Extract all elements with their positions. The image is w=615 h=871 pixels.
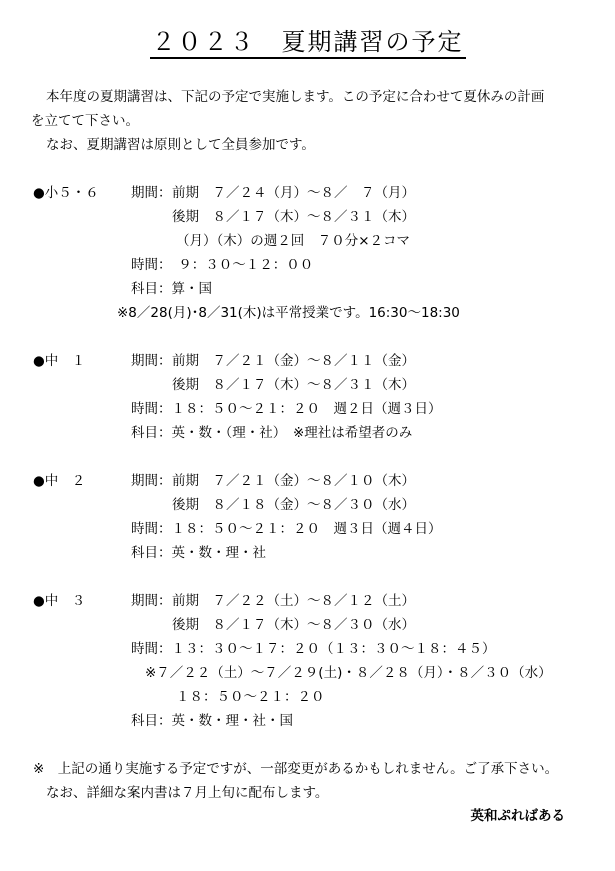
section-label-middle2: ●中 ２ [33, 473, 86, 489]
period-label-middle2: 期間： [131, 473, 172, 489]
section-label-elementary: ●小５・６ [33, 185, 99, 201]
frequency-elementary: （月）（木）の週２回 ７０分×２コマ [176, 233, 411, 249]
note-dates-middle3: ※７／２２（土）～７／２９(土)・８／２８（月）・８／３０（水） [145, 665, 552, 681]
signature: 英和ぷればある [470, 808, 565, 824]
period-second-elementary: 後期 ８／１７（木）～８／３１（木） [172, 209, 415, 225]
time-middle3: 時間：１３：３０～１７：２０（１３：３０～１８：４５） [131, 641, 496, 657]
period-label-elementary: 期間： [131, 185, 172, 201]
section-label-middle3: ●中 ３ [33, 593, 86, 609]
page-title [0, 22, 615, 57]
time-elementary: 時間： ９：３０～１２：００ [131, 257, 314, 273]
period-second-middle1: 後期 ８／１７（木）～８／３１（木） [172, 377, 415, 393]
period-first-middle2: 前期 ７／２１（金）～８／１０（木） [172, 473, 415, 489]
page-title-text: ２０２３ 夏期講習の予定 [150, 28, 466, 59]
time-middle2: 時間：１８：５０～２１：２０ 週３日（週４日） [131, 521, 442, 537]
subjects-middle1: 科目：英・数・（理・社） ※理社は希望者のみ [131, 425, 413, 441]
period-label-middle3: 期間： [131, 593, 172, 609]
note-elementary: ※8／28(月)･8／31(木)は平常授業です。16:30～18:30 [117, 305, 460, 321]
period-second-middle3: 後期 ８／１７（木）～８／３０（水） [172, 617, 415, 633]
time-middle1: 時間：１８：５０～２１：２０ 週２日（週３日） [131, 401, 442, 417]
footer-note-line-2: なお、詳細な案内書は７月上旬に配布します。 [46, 785, 329, 801]
period-label-middle1: 期間： [131, 353, 172, 369]
intro-line-1: 本年度の夏期講習は、下記の予定で実施します。この予定に合わせて夏休みの計画 [46, 89, 545, 105]
subjects-middle3: 科目：英・数・理・社・国 [131, 713, 293, 729]
period-first-middle1: 前期 ７／２１（金）～８／１１（金） [172, 353, 415, 369]
subjects-elementary: 科目：算・国 [131, 281, 212, 297]
note-time-middle3: １８：５０～２１：２０ [176, 689, 325, 705]
subjects-middle2: 科目：英・数・理・社 [131, 545, 266, 561]
period-first-middle3: 前期 ７／２２（土）～８／１２（土） [172, 593, 415, 609]
period-first-elementary: 前期 ７／２４（月）～８／ ７（月） [172, 185, 415, 201]
intro-line-2: を立てて下さい。 [31, 113, 139, 129]
intro-line-3: なお、夏期講習は原則として全員参加です。 [46, 137, 315, 153]
section-label-middle1: ●中 １ [33, 353, 86, 369]
period-second-middle2: 後期 ８／１８（金）～８／３０（水） [172, 497, 415, 513]
footer-note-line-1: ※ 上記の通り実施する予定ですが、一部変更があるかもしれません。ご了承下さい。 [33, 761, 559, 777]
